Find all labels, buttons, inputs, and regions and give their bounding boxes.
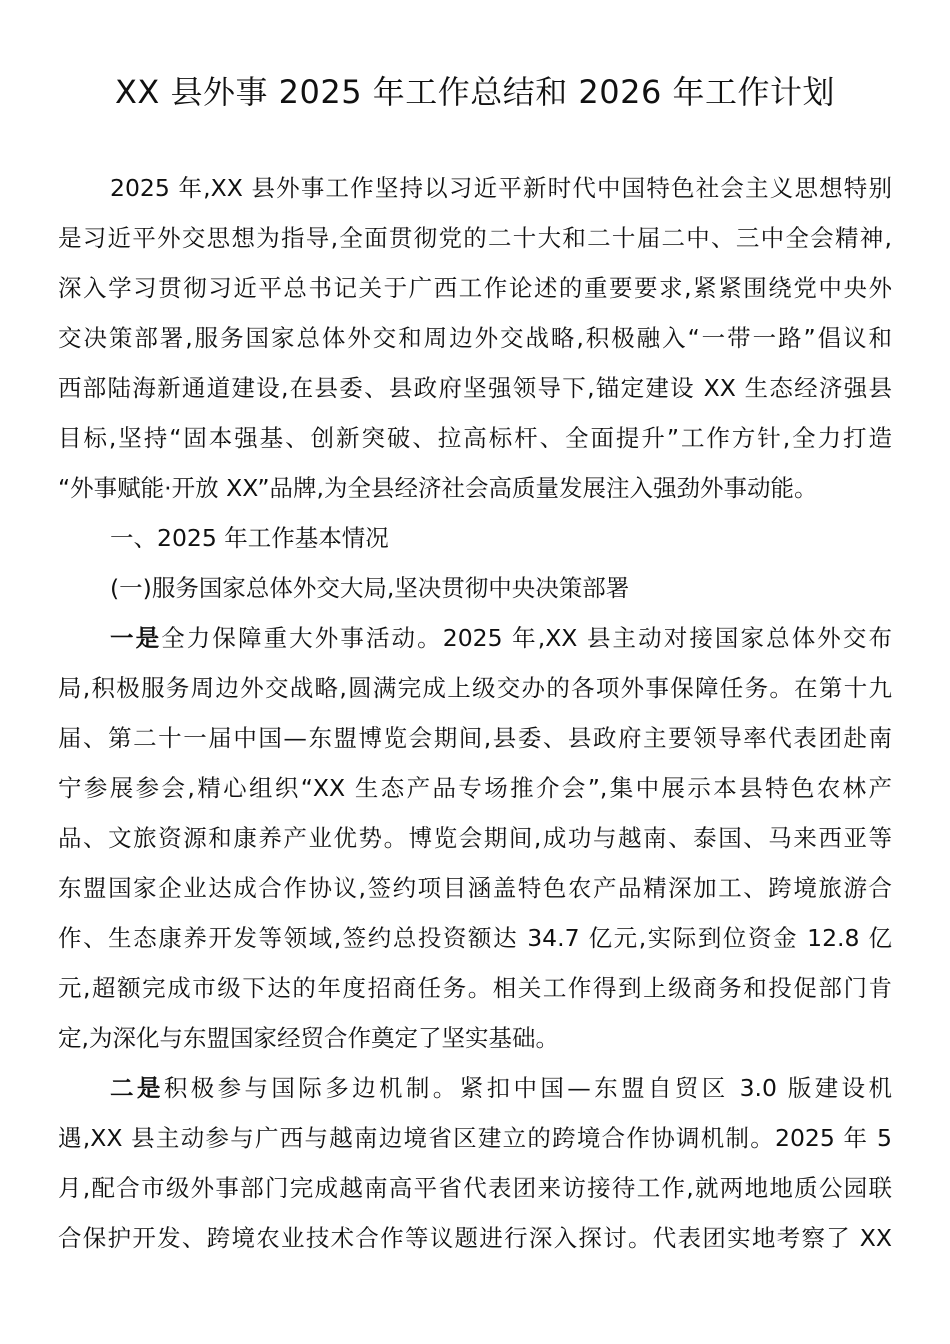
text-span: 积极参与国际多边机制。紧扣中国—东盟自贸区 3.0 版建设机 — [163, 1074, 893, 1102]
text-line: 交决策部署,服务国家总体外交和周边外交战略,积极融入“一带一路”倡议和 — [58, 324, 892, 352]
text-line: 西部陆海新通道建设,在县委、县政府坚强领导下,锚定建设 XX 生态经济强县 — [58, 374, 892, 402]
text-line: 是习近平外交思想为指导,全面贯彻党的二十大和二十届二中、三中全会精神, — [58, 224, 892, 252]
text-line: 宁参展参会,精心组织“XX 生态产品专场推介会”,集中展示本县特色农林产 — [58, 774, 892, 802]
text-line: 月,配合市级外事部门完成越南高平省代表团来访接待工作,就两地地质公园联 — [58, 1174, 892, 1202]
text-line: 定,为深化与东盟国家经贸合作奠定了坚实基础。 — [58, 1024, 559, 1052]
text-line: 局,积极服务周边外交战略,圆满完成上级交办的各项外事保障任务。在第十九 — [58, 674, 892, 702]
section-heading: 一、2025 年工作基本情况 — [110, 524, 389, 552]
text-line: 2025 年,XX 县外事工作坚持以习近平新时代中国特色社会主义思想特别 — [110, 174, 892, 202]
text-line: 元,超额完成市级下达的年度招商任务。相关工作得到上级商务和投促部门肯 — [58, 974, 892, 1002]
text-line: 届、第二十一届中国—东盟博览会期间,县委、县政府主要领导率代表团赴南 — [58, 724, 892, 752]
document-title: XX 县外事 2025 年工作总结和 2026 年工作计划 — [114, 73, 836, 111]
paragraph-point-two — [58, 1063, 892, 1263]
text-line — [58, 1063, 892, 1113]
text-line: 遇,XX 县主动参与广西与越南边境省区建立的跨境合作协调机制。2025 年 5 — [58, 1124, 892, 1152]
text-line: 品、文旅资源和康养产业优势。博览会期间,成功与越南、泰国、马来西亚等 — [58, 824, 892, 852]
lead-label: 二是 — [110, 1074, 164, 1102]
paragraph-point-one — [58, 613, 892, 1063]
text-line: 东盟国家企业达成合作协议,签约项目涵盖特色农产品精深加工、跨境旅游合 — [58, 874, 892, 902]
text-line: 作、生态康养开发等领域,签约总投资额达 34.7 亿元,实际到位资金 12.8 亿 — [58, 924, 892, 952]
text-line — [58, 613, 892, 663]
subsection-heading: (一)服务国家总体外交大局,坚决贯彻中央决策部署 — [110, 574, 630, 602]
text-span: 全力保障重大外事活动。2025 年,XX 县主动对接国家总体外交布 — [161, 624, 893, 652]
document-body — [58, 163, 892, 1263]
text-line: 深入学习贯彻习近平总书记关于广西工作论述的重要要求,紧紧围绕党中央外 — [58, 274, 892, 302]
text-line: “外事赋能·开放 XX”品牌,为全县经济社会高质量发展注入强劲外事动能。 — [58, 474, 818, 502]
lead-label: 一是 — [110, 624, 162, 652]
intro-paragraph — [58, 163, 892, 513]
text-line: 合保护开发、跨境农业技术合作等议题进行深入探讨。代表团实地考察了 XX — [58, 1224, 892, 1252]
text-line: 目标,坚持“固本强基、创新突破、拉高标杆、全面提升”工作方针,全力打造 — [58, 424, 892, 452]
